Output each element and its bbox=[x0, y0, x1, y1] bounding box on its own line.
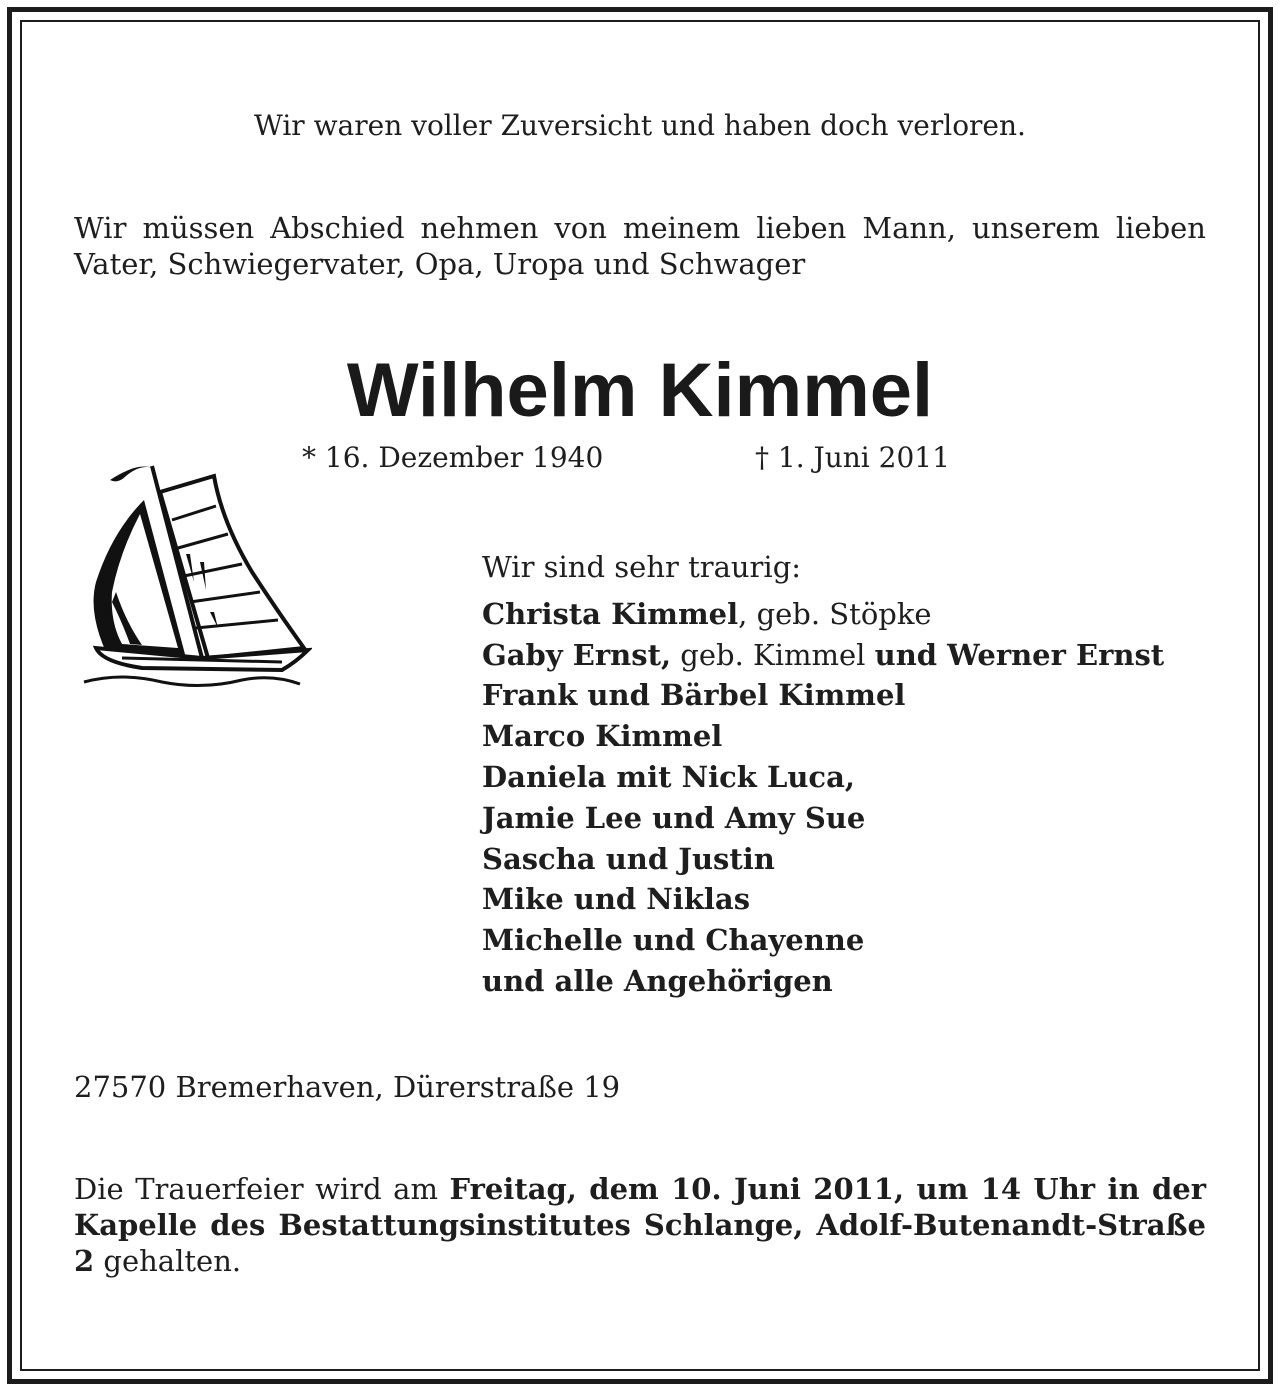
list-item bbox=[482, 839, 1222, 880]
mourner-name-extra: und Werner Ernst bbox=[874, 637, 1165, 672]
mourner-note: geb. Kimmel bbox=[671, 637, 875, 672]
list-item bbox=[482, 879, 1222, 920]
funeral-service-text bbox=[74, 1171, 1206, 1279]
sailboat-icon bbox=[82, 462, 312, 692]
mourner-name: Michelle und Chayenne bbox=[482, 923, 865, 958]
list-item bbox=[482, 757, 1222, 798]
service-outro: gehalten. bbox=[94, 1244, 242, 1278]
list-item bbox=[482, 920, 1222, 961]
list-item bbox=[482, 961, 1222, 1002]
mourner-name: Marco Kimmel bbox=[482, 719, 723, 754]
mourner-name: Gaby Ernst, bbox=[482, 637, 672, 672]
mourners-lead: Wir sind sehr traurig: bbox=[482, 550, 802, 584]
mourner-name: Christa Kimmel bbox=[482, 596, 739, 631]
mourner-name: und alle Angehörigen bbox=[482, 963, 833, 998]
birth-date: * 16. Dezember 1940 bbox=[302, 441, 604, 474]
mourner-note: , geb. Stöpke bbox=[738, 596, 932, 631]
mourner-name: Sascha und Justin bbox=[482, 841, 775, 876]
mourner-name: Frank und Bärbel Kimmel bbox=[482, 678, 906, 713]
list-item bbox=[482, 716, 1222, 757]
list-item bbox=[482, 798, 1222, 839]
mourners-list bbox=[482, 547, 1222, 1002]
death-date: † 1. Juni 2011 bbox=[755, 441, 950, 474]
mourner-name: Mike und Niklas bbox=[482, 882, 751, 917]
mourner-name: Daniela mit Nick Luca, bbox=[482, 759, 855, 794]
motto-line: Wir waren voller Zuversicht und haben doch verloren. bbox=[254, 109, 1026, 142]
address-line: 27570 Bremerhaven, Dürerstraße 19 bbox=[74, 1070, 621, 1104]
list-item bbox=[482, 594, 1222, 635]
mourner-name: Jamie Lee und Amy Sue bbox=[482, 800, 866, 835]
list-item bbox=[482, 675, 1222, 716]
list-item bbox=[482, 635, 1222, 676]
service-intro: Die Trauerfeier wird am bbox=[74, 1172, 450, 1206]
service-details: Freitag, dem 10. Juni 2011, um 14 Uhr in der Kapelle des Bestattungsinstitutes Schlange, Adolf-Butenandt-Straße 2 bbox=[74, 1172, 1206, 1278]
intro-text: Wir müssen Abschied nehmen von meinem lieben Mann, unserem lieben Vater, Schwiegervater, Opa, Uropa und Schwager bbox=[74, 211, 1206, 281]
deceased-name: Wilhelm Kimmel bbox=[346, 348, 934, 433]
